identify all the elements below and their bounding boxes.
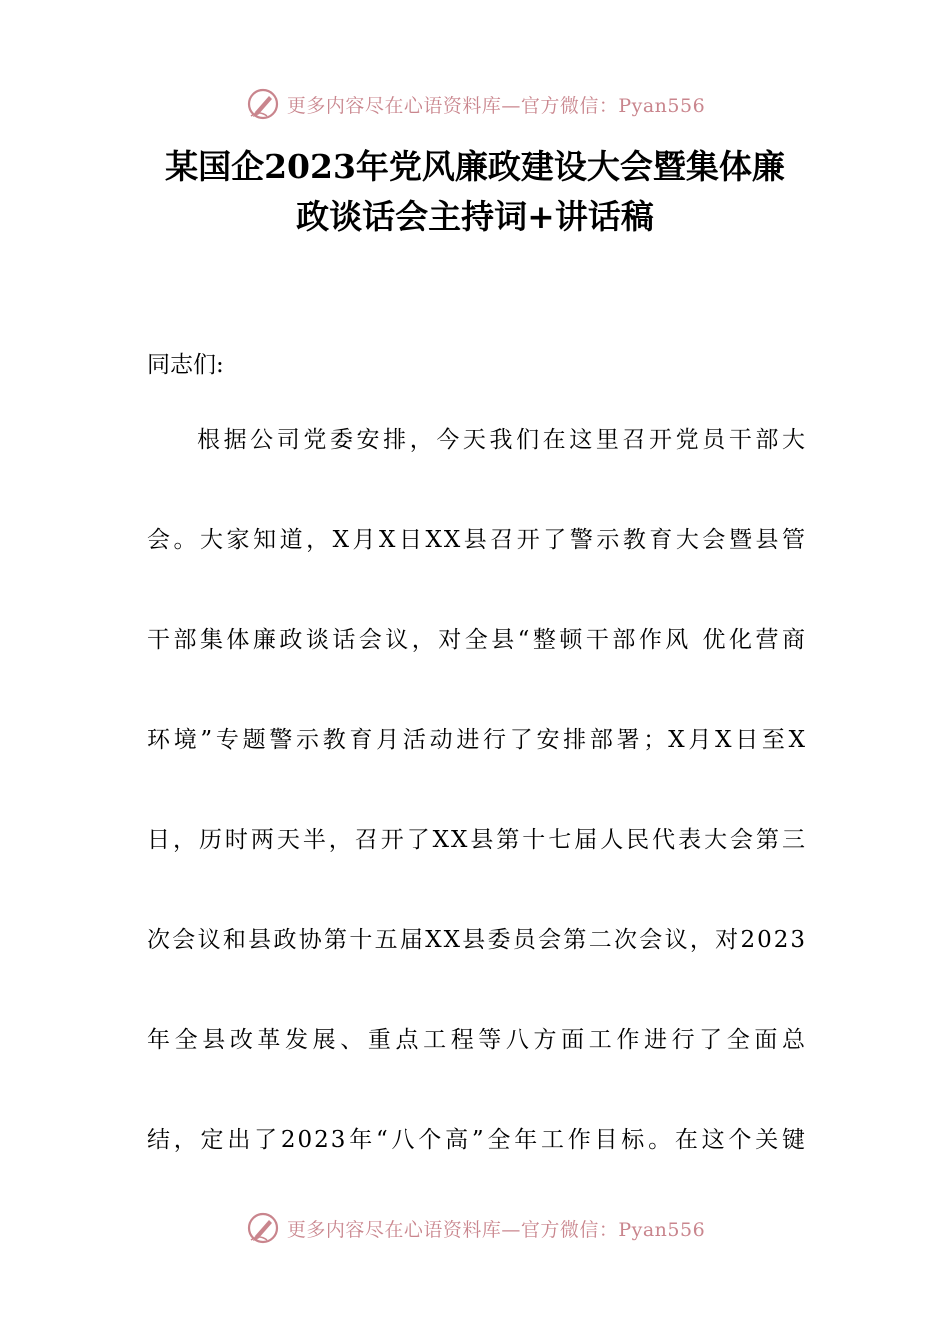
body-line: 会。大家知道，X月X日XX县召开了警示教育大会暨县管	[147, 527, 807, 553]
footer-watermark	[0, 1208, 950, 1248]
watermark-text: 更多内容尽在心语资料库—官方微信：Pyan556	[286, 1218, 706, 1241]
body-line: 干部集体廉政谈话会议，对全县“整顿干部作风 优化营商	[147, 627, 807, 653]
body-line: 年全县改革发展、重点工程等八方面工作进行了全面总	[147, 1027, 807, 1053]
title-line-1: 某国企2023年党风廉政建设大会暨集体廉	[165, 147, 785, 186]
body-text	[147, 415, 807, 1215]
pen-logo-icon	[245, 86, 281, 122]
pen-logo-icon	[245, 1210, 281, 1246]
body-line: 日，历时两天半，召开了XX县第十七届人民代表大会第三	[147, 827, 807, 853]
watermark-text: 更多内容尽在心语资料库—官方微信：Pyan556	[286, 94, 706, 117]
header-watermark	[0, 84, 950, 124]
body-line: 结，定出了2023年“八个高”全年工作目标。在这个关键	[147, 1127, 807, 1153]
greeting: 同志们:	[147, 352, 224, 378]
body-line: 环境”专题警示教育月活动进行了安排部署；X月X日至X	[147, 727, 807, 753]
title-line-2: 政谈话会主持词+讲话稿	[296, 197, 654, 236]
body-line: 次会议和县政协第十五届XX县委员会第二次会议，对2023	[147, 927, 807, 953]
body-line: 根据公司党委安排，今天我们在这里召开党员干部大	[197, 427, 807, 453]
document-title	[80, 142, 870, 242]
